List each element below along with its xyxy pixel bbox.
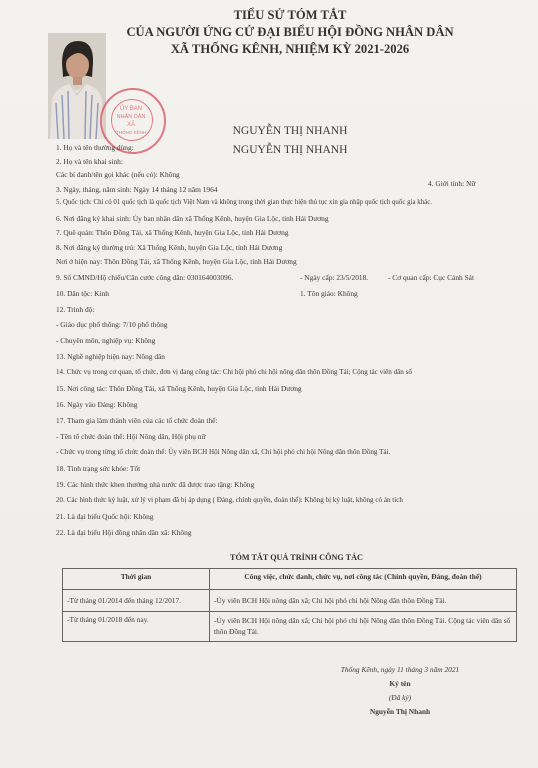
field-id-issue-date: - Ngày cấp: 23/5/2018.: [300, 273, 369, 282]
place-date: Thống Kênh, ngày 11 tháng 3 năm 2021: [340, 665, 460, 674]
field-organization-names: - Tên tổ chức đoàn thể: Hội Nông dân, Hội phụ nữ: [56, 432, 206, 441]
table-cell-time: -Từ tháng 01/2018 đến nay.: [63, 612, 210, 642]
candidate-birth-name: NGUYỄN THỊ NHANH: [232, 144, 348, 156]
field-party-join-date: 16. Ngày vào Đảng: Không: [56, 400, 138, 409]
doc-title-line1: TIỂU SỬ TÓM TẮT: [233, 8, 347, 22]
field-birth-name: 2. Họ và tên khai sinh:: [56, 157, 123, 166]
field-commune-council: 22. Là đại biểu Hội đồng nhân dân xã: Không: [56, 528, 192, 537]
field-religion: 1. Tôn giáo: Không: [300, 289, 358, 298]
field-nationality: 5. Quốc tịch: Chỉ có 01 quốc tịch là quốc tịch Việt Nam và không trong thời gian thực hiện thủ tục xin gia nhập quốc tịch quốc gia khác.: [56, 199, 432, 206]
field-id-issuer: - Cơ quan cấp: Cục Cảnh Sát: [388, 273, 475, 282]
field-general-education: - Giáo dục phổ thông: 7/10 phổ thông: [56, 320, 168, 329]
history-heading: TÓM TẮT QUÁ TRÌNH CÔNG TÁC: [230, 553, 363, 562]
field-permanent-residence: 8. Nơi đăng ký thường trú: Xã Thống Kênh, huyện Gia Lộc, tỉnh Hải Dương: [56, 243, 283, 252]
field-birth-registration: 6. Nơi đăng ký khai sinh: Ủy ban nhân dân xã Thống Kênh, huyện Gia Lộc, tỉnh Hải Dương: [56, 214, 329, 223]
svg-text:THỐNG KÊNH: THỐNG KÊNH: [115, 130, 147, 135]
column-header-time: Thời gian: [63, 569, 210, 590]
signature-label: Ký tên: [389, 679, 411, 688]
signature-signed-note: (Đã ký): [388, 693, 412, 702]
field-position: 14. Chức vụ trong cơ quan, tổ chức, đơn vị đang công tác: Chi hội phó chi hội nông dân thôn Đồng Tái; Cộng tác viên dân số: [56, 368, 412, 376]
field-health: 18. Tình trạng sức khỏe: Tốt: [56, 464, 141, 473]
field-aliases: Các bí danh/tên gọi khác (nếu có): Không: [56, 170, 180, 179]
table-row: [63, 590, 517, 612]
field-specialty: - Chuyên môn, nghiệp vụ: Không: [56, 336, 156, 345]
table-cell-time: -Từ tháng 01/2014 đến tháng 12/2017.: [63, 590, 210, 612]
field-ethnicity: 10. Dân tộc: Kinh: [56, 289, 109, 298]
svg-text:ỦY BAN: ỦY BAN: [119, 106, 143, 112]
field-id-number: 9. Số CMND/Hộ chiếu/Căn cước công dân: 030164003096.: [56, 273, 234, 282]
work-history-table: [62, 568, 517, 642]
doc-title-line3: XÃ THỐNG KÊNH, NHIỆM KỲ 2021-2026: [170, 42, 410, 56]
field-date-of-birth: 3. Ngày, tháng, năm sinh: Ngày 14 tháng 12 năm 1964: [56, 185, 218, 194]
field-hometown: 7. Quê quán: Thôn Đồng Tái, xã Thống Kênh, huyện Gia Lộc, tỉnh Hải Dương: [56, 228, 289, 237]
field-common-name: 1. Họ và tên thường dùng:: [56, 143, 134, 152]
column-header-job: Công việc, chức danh, chức vụ, nơi công tác (Chính quyền, Đảng, đoàn thể): [210, 569, 517, 590]
field-occupation: 13. Nghề nghiệp hiện nay: Nông dân: [56, 352, 165, 361]
signer-name: Nguyễn Thị Nhanh: [369, 707, 431, 716]
portrait-photo: [48, 33, 106, 139]
table-header-row: [63, 569, 517, 590]
svg-text:XÃ: XÃ: [126, 122, 136, 128]
table-row: [63, 612, 517, 642]
field-organization-roles: - Chức vụ trong từng tổ chức đoàn thể: Ủy viên BCH Hội Nông dân xã, Chi hội phó chi hội Nông dân thôn Đồng Tái.: [56, 448, 391, 456]
doc-title-line2: CỦA NGƯỜI ỨNG CỬ ĐẠI BIỂU HỘI ĐỒNG NHÂN DÂN: [126, 25, 454, 39]
field-gender: 4. Giới tính: Nữ: [428, 179, 476, 188]
field-organizations-heading: 17. Tham gia làm thành viên của các tổ chức đoàn thể:: [56, 416, 218, 425]
field-discipline: 20. Các hình thức kỷ luật, xử lý vi phạm đã bị áp dụng ( Đảng, chính quyền, đoàn thể): Không bị kỷ luật, không có án tích: [56, 496, 403, 504]
field-national-assembly: 21. Là đại biểu Quốc hội: Không: [56, 512, 154, 521]
field-workplace: 15. Nơi công tác: Thôn Đồng Tái, xã Thống Kênh, huyện Gia Lộc, tỉnh Hải Dương: [56, 384, 302, 393]
table-cell-job: -Ủy viên BCH Hội nông dân xã; Chi hội phó chi hội Nông dân thôn Đồng Tái.: [210, 590, 517, 612]
field-education-heading: 12. Trình độ:: [56, 305, 95, 314]
candidate-name: NGUYỄN THỊ NHANH: [232, 125, 348, 137]
table-cell-job: -Ủy viên BCH Hội nông dân xã; Chi hội phó chi hội Nông dân thôn Đồng Tái. Cộng tác viên dân số thôn Đồng Tái.: [210, 612, 517, 642]
field-current-residence: Nơi ở hiện nay: Thôn Đồng Tái, xã Thống Kênh, huyện Gia Lộc, tỉnh Hải Dương: [56, 257, 297, 266]
svg-text:NHÂN DÂN: NHÂN DÂN: [116, 114, 146, 120]
field-awards: 19. Các hình thức khen thưởng nhà nước đã được trao tặng: Không: [56, 480, 255, 489]
